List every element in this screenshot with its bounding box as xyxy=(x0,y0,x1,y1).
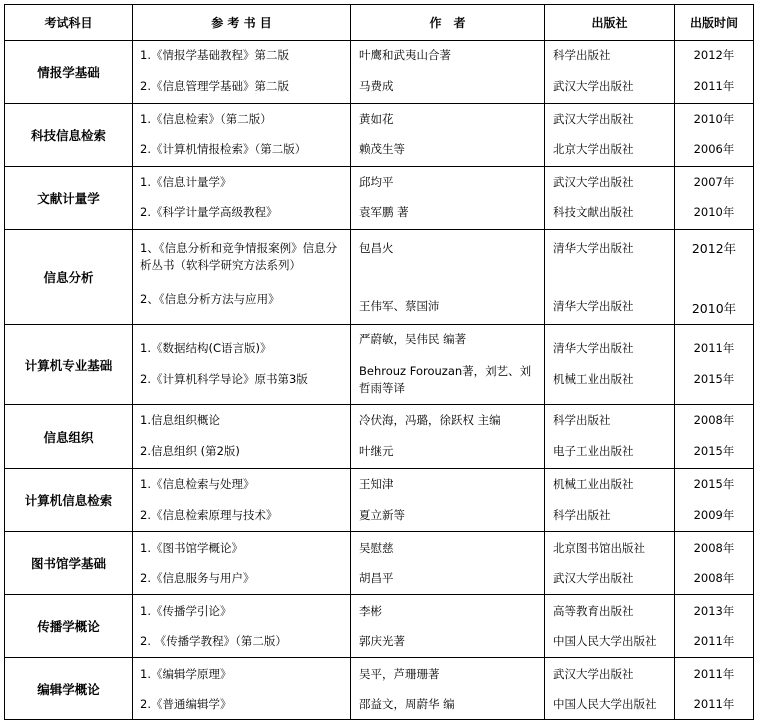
table-row xyxy=(5,405,753,469)
publisher-1: 机械工业出版社 xyxy=(553,477,634,491)
table-row xyxy=(5,104,753,167)
book-1: 1.《数据结构(C语言版)》 xyxy=(140,341,272,355)
book-1: 1.《情报学基础教程》第二版 xyxy=(140,48,289,62)
author-1: 叶鹰和武夷山合著 xyxy=(359,48,451,62)
book-1: 1.《传播学引论》 xyxy=(140,604,232,618)
publisher-2: 武汉大学出版社 xyxy=(553,571,634,585)
year-1: 2008年 xyxy=(693,541,735,555)
header-year: 出版时间 xyxy=(689,16,738,30)
author-1: 吴平，芦珊珊著 xyxy=(359,667,440,681)
subject-cell: 科技信息检索 xyxy=(5,104,133,166)
year-1: 2012年 xyxy=(693,48,735,62)
subject-cell: 信息组织 xyxy=(5,405,133,468)
table-header xyxy=(5,5,753,41)
publisher-1: 武汉大学出版社 xyxy=(553,112,634,126)
book-2: 2.《普通编辑学》 xyxy=(140,697,232,711)
publisher-1: 高等教育出版社 xyxy=(553,604,634,618)
book-2: 2. 《传播学教程》（第二版） xyxy=(140,634,287,648)
author-2: Behrouz Forouzan著，刘艺、刘哲雨等译 xyxy=(359,364,532,395)
author-2: 胡昌平 xyxy=(359,571,394,585)
table-row xyxy=(5,469,753,532)
publisher-1: 科学出版社 xyxy=(553,48,611,62)
book-2: 2.《计算机科学导论》原书第3版 xyxy=(140,372,308,386)
publisher-2: 清华大学出版社 xyxy=(553,299,634,313)
table-row xyxy=(5,230,753,325)
author-1: 邱均平 xyxy=(359,175,394,189)
subject-cell: 文献计量学 xyxy=(5,167,133,229)
subject-cell: 计算机专业基础 xyxy=(5,325,133,404)
publisher-2: 机械工业出版社 xyxy=(553,372,634,386)
book-2: 2.《信息检索原理与技术》 xyxy=(140,508,278,522)
year-2: 2015年 xyxy=(693,372,735,386)
author-2: 王伟军、蔡国沛 xyxy=(359,299,440,313)
table-row xyxy=(5,532,753,595)
year-1: 2013年 xyxy=(693,604,735,618)
year-1: 2011年 xyxy=(693,667,735,681)
year-1: 2012年 xyxy=(691,241,737,256)
author-1: 包昌火 xyxy=(359,241,394,255)
book-1: 1.《信息检索》（第二版） xyxy=(140,112,272,126)
publisher-2: 科技文献出版社 xyxy=(553,205,634,219)
year-2: 2015年 xyxy=(693,444,735,458)
header-subject: 考试科目 xyxy=(5,5,133,40)
author-1: 黄如花 xyxy=(359,112,394,126)
year-1: 2008年 xyxy=(693,413,735,427)
publisher-1: 清华大学出版社 xyxy=(553,241,634,255)
subject-cell: 情报学基础 xyxy=(5,41,133,103)
year-2: 2011年 xyxy=(693,79,735,93)
header-publisher: 出版社 xyxy=(545,5,675,40)
publisher-2: 中国人民大学出版社 xyxy=(553,697,657,711)
table-row xyxy=(5,41,753,104)
year-2: 2011年 xyxy=(693,697,735,711)
book-2: 2.《信息管理学基础》第二版 xyxy=(140,79,289,93)
publisher-2: 北京大学出版社 xyxy=(553,142,634,156)
book-2: 2.《信息服务与用户》 xyxy=(140,571,255,585)
book-1: 1.《编辑学原理》 xyxy=(140,667,232,681)
author-2: 赖茂生等 xyxy=(359,142,405,156)
book-2: 2、《信息分析方法与应用》 xyxy=(140,292,280,306)
year-1: 2015年 xyxy=(693,477,735,491)
author-1: 李彬 xyxy=(359,604,382,618)
author-2: 郭庆光著 xyxy=(359,634,405,648)
year-2: 2006年 xyxy=(693,142,735,156)
publisher-1: 北京图书馆出版社 xyxy=(553,541,645,555)
year-2: 2010年 xyxy=(691,301,737,316)
table-row xyxy=(5,325,753,405)
book-1: 1.信息组织概论 xyxy=(140,413,220,427)
publisher-1: 科学出版社 xyxy=(553,413,611,427)
year-2: 2009年 xyxy=(693,508,735,522)
table-row xyxy=(5,658,753,719)
book-2: 2.《计算机情报检索》（第二版） xyxy=(140,142,307,156)
book-2: 2.《科学计量学高级教程》 xyxy=(140,205,278,219)
table-row xyxy=(5,167,753,230)
year-2: 2008年 xyxy=(693,571,735,585)
year-1: 2010年 xyxy=(693,112,735,126)
author-1: 严蔚敏，吴伟民 编著 xyxy=(359,332,467,346)
author-1: 吴慰慈 xyxy=(359,541,394,555)
publisher-1: 清华大学出版社 xyxy=(553,341,634,355)
author-2: 夏立新等 xyxy=(359,508,405,522)
table-row xyxy=(5,595,753,658)
year-2: 2010年 xyxy=(693,205,735,219)
book-1: 1、《信息分析和竞争情报案例》信息分析丛书（软科学研究方法系列） xyxy=(140,241,338,272)
subject-cell: 计算机信息检索 xyxy=(5,469,133,531)
publisher-1: 武汉大学出版社 xyxy=(553,667,634,681)
book-1: 1.《图书馆学概论》 xyxy=(140,541,243,555)
author-2: 叶继元 xyxy=(359,444,394,458)
subject-cell: 信息分析 xyxy=(5,230,133,324)
bibliography-table xyxy=(4,4,754,720)
year-2: 2011年 xyxy=(693,634,735,648)
header-author: 作 者 xyxy=(351,5,545,40)
publisher-2: 武汉大学出版社 xyxy=(553,79,634,93)
subject-cell: 传播学概论 xyxy=(5,595,133,657)
publisher-1: 武汉大学出版社 xyxy=(553,175,634,189)
publisher-2: 电子工业出版社 xyxy=(553,444,634,458)
subject-cell: 编辑学概论 xyxy=(5,658,133,719)
book-1: 1.《信息计量学》 xyxy=(140,175,232,189)
publisher-2: 科学出版社 xyxy=(553,508,611,522)
publisher-2: 中国人民大学出版社 xyxy=(553,634,657,648)
book-2: 2.信息组织 (第2版) xyxy=(140,444,240,458)
subject-cell: 图书馆学基础 xyxy=(5,532,133,594)
book-1: 1.《信息检索与处理》 xyxy=(140,477,255,491)
header-books: 参 考 书 目 xyxy=(133,5,351,40)
author-1: 冷伏海，冯璐，徐跃权 主编 xyxy=(359,413,501,427)
author-2: 袁军鹏 著 xyxy=(359,205,409,219)
author-2: 马费成 xyxy=(359,79,394,93)
author-1: 王知津 xyxy=(359,477,394,491)
year-1: 2011年 xyxy=(693,341,735,355)
year-1: 2007年 xyxy=(693,175,735,189)
author-2: 邵益文，周蔚华 编 xyxy=(359,697,455,711)
